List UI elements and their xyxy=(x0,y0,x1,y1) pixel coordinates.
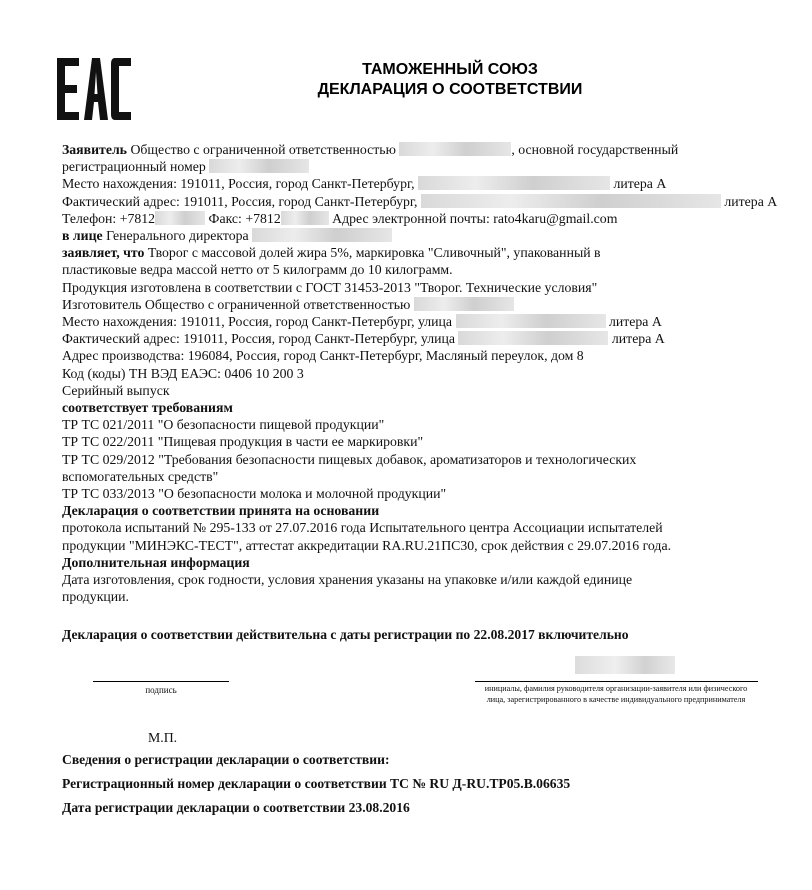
redacted-signature-name xyxy=(575,656,675,674)
actual-address-text: Фактический адрес: 191011, Россия, город Санкт-Петербург, xyxy=(62,193,418,209)
extra-info-text: Дата изготовления, срок годности, условия хранения указаны на упаковке и/или каждой единице xyxy=(62,572,633,588)
production-address-line: Адрес производства: 196084, Россия, город Санкт-Петербург, Масляный переулок, дом 8 xyxy=(62,348,584,364)
declares-text: Творог с массовой долей жира 5%, маркировка "Сливочный", упакованный в xyxy=(147,245,601,261)
signature-line xyxy=(93,681,229,682)
m-location-line xyxy=(62,313,752,330)
declares-line xyxy=(62,244,752,261)
manufacturer-text: Изготовитель Общество с ограниченной ответственностью xyxy=(62,296,411,312)
regulation-item-cont: вспомогательных средств" xyxy=(62,468,219,484)
serial-line: Серийный выпуск xyxy=(62,382,170,398)
basis-text-cont: продукции "МИНЭКС-ТЕСТ", аттестат аккредитации RA.RU.21ПС30, срок действия с 29.07.2016 года. xyxy=(62,537,672,553)
actual-address-line xyxy=(62,193,778,210)
eac-logo xyxy=(57,58,131,120)
redacted-address xyxy=(418,176,610,190)
extra-info-text-cont: продукции. xyxy=(62,589,130,605)
redacted-manufacturer xyxy=(414,297,514,311)
name-line xyxy=(475,681,758,682)
location-text: Место нахождения: 191011, Россия, город Санкт-Петербург, xyxy=(62,176,415,192)
document-header xyxy=(290,60,610,100)
actual-address-end: литера А xyxy=(724,193,778,209)
redacted-name xyxy=(399,142,511,156)
redacted-phone xyxy=(155,211,205,225)
email-text: Адрес электронной почты: rato4karu@gmail.com xyxy=(332,210,618,226)
reg-number-label: регистрационный номер xyxy=(62,159,206,175)
m-actual-line xyxy=(62,330,752,347)
person-label: в лице xyxy=(62,228,103,244)
produced-line: Продукция изготовлена в соответствии с ГОСТ 31453-2013 "Творог. Технические условия" xyxy=(62,279,598,295)
applicant-label: Заявитель xyxy=(62,142,127,157)
signature-caption: подпись xyxy=(145,685,177,695)
fax-text: Факс: +7812 xyxy=(208,210,281,226)
redacted-person xyxy=(252,228,392,242)
name-caption: инициалы, фамилия руководителя организации-заявителя или физического лица, зарегистрированного в качестве индивидуального предпринимателя xyxy=(484,684,748,704)
location-end: литера А xyxy=(613,176,667,192)
declares-label: заявляет, что xyxy=(62,245,145,261)
location-line xyxy=(62,175,752,192)
person-text: Генерального директора xyxy=(106,228,249,244)
m-location-end: литера А xyxy=(608,314,662,330)
declaration-body xyxy=(62,141,778,605)
stamp-place: М.П. xyxy=(148,730,178,745)
tnved-code-line: Код (коды) ТН ВЭД ЕАЭС: 0406 10 200 3 xyxy=(62,365,304,381)
phone-text: Телефон: +7812 xyxy=(62,210,156,226)
applicant-text-cont: , основной государственный xyxy=(511,142,679,157)
redacted-reg-number xyxy=(209,159,309,173)
m-actual-end: литера А xyxy=(611,331,665,347)
basis-label: Декларация о соответствии принята на основании xyxy=(62,503,380,519)
eac-mark-icon xyxy=(57,58,131,120)
applicant-text: Общество с ограниченной ответственностью xyxy=(130,142,396,157)
regulation-item: ТР ТС 029/2012 "Требования безопасности пищевых добавок, ароматизаторов и технологических xyxy=(62,451,637,467)
manufacturer-line xyxy=(62,296,752,313)
contacts-line xyxy=(62,210,752,227)
declares-text-cont: пластиковые ведра массой нетто от 5 килограмм до 10 килограмм. xyxy=(62,262,453,278)
m-location-text: Место нахождения: 191011, Россия, город Санкт-Петербург, улица xyxy=(62,314,453,330)
regulation-item: ТР ТС 022/2011 "Пищевая продукция в части ее маркировки" xyxy=(62,434,424,450)
validity-statement: Декларация о соответствии действительна с даты регистрации по 22.08.2017 включительно xyxy=(62,627,629,642)
basis-text: протокола испытаний № 295-133 от 27.07.2016 года Испытательного центра Ассоциации испытателей xyxy=(62,520,663,536)
reg-number-line xyxy=(62,158,752,175)
redacted-address xyxy=(421,194,721,208)
redacted-street xyxy=(458,331,608,345)
registration-heading: Сведения о регистрации декларации о соответствии: xyxy=(62,752,390,767)
redacted-street xyxy=(456,314,606,328)
header-union: ТАМОЖЕННЫЙ СОЮЗ xyxy=(362,61,538,78)
regulation-item: ТР ТС 021/2011 "О безопасности пищевой продукции" xyxy=(62,417,385,433)
header-title: ДЕКЛАРАЦИЯ О СООТВЕТСТВИИ xyxy=(317,81,583,98)
registration-number: Регистрационный номер декларации о соответствии ТС № RU Д-RU.ТР05.В.06635 xyxy=(62,776,571,791)
redacted-fax xyxy=(281,211,329,225)
m-actual-text: Фактический адрес: 191011, Россия, город Санкт-Петербург, улица xyxy=(62,331,455,347)
complies-label: соответствует требованиям xyxy=(62,400,233,416)
extra-info-label: Дополнительная информация xyxy=(62,554,250,570)
applicant-line xyxy=(62,141,752,158)
regulation-item: ТР ТС 033/2013 "О безопасности молока и молочной продукции" xyxy=(62,486,447,502)
registration-date: Дата регистрации декларации о соответствии 23.08.2016 xyxy=(62,800,410,815)
person-line xyxy=(62,227,752,244)
